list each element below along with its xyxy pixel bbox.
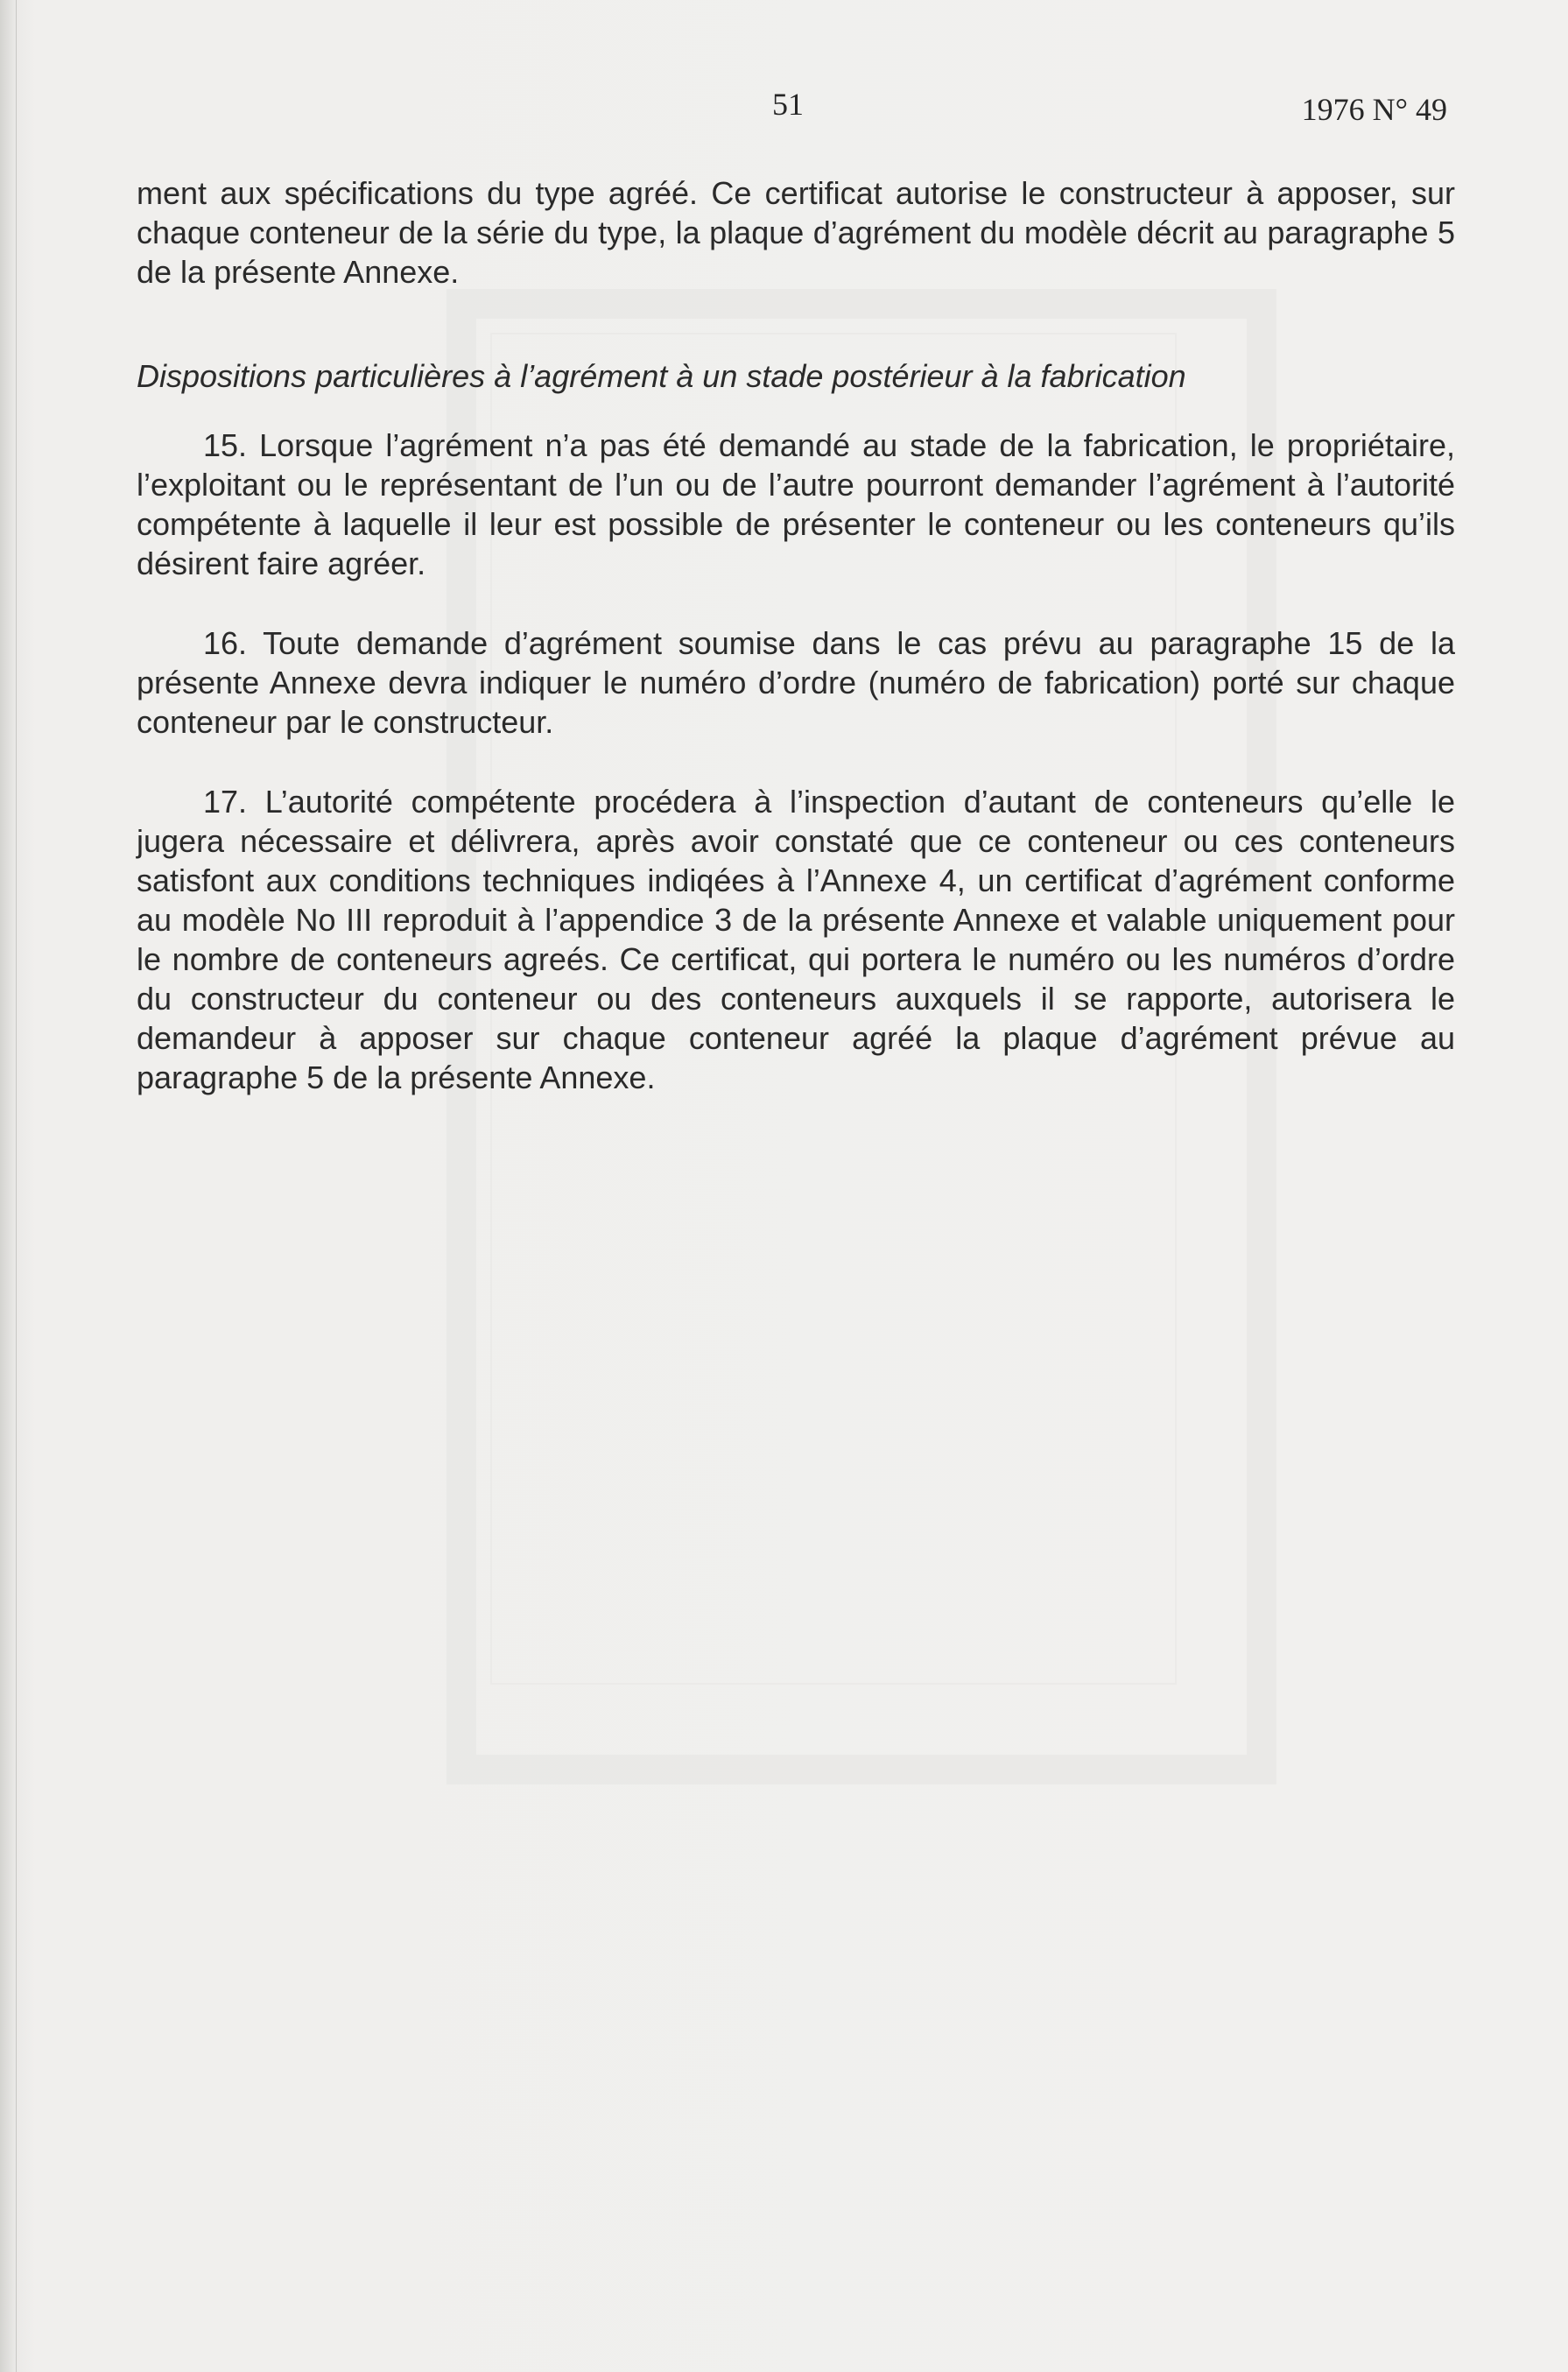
intro-paragraph: ment aux spécifications du type agréé. Ce certificat autorise le constructeur à apposer, sur chaque conteneur de la série du type, la plaque d’agrément du modèle décrit au paragraphe 5 de la présente Annexe.	[137, 175, 1455, 290]
section-heading: Dispositions particulières à l’agrément à un stade postérieur à la fabrication	[137, 358, 1186, 394]
paragraph-15: 15. Lorsque l’agrément n’a pas été demandé au stade de la fabrication, le propriétaire, l’exploitant ou le représentant de l’un ou de l’autre pourront demander l’agrément à l’autorité compétente à laquelle il leur est possible de présenter le conteneur ou les conteneurs qu’ils désirent faire agréer.	[137, 427, 1455, 581]
paragraph-16: 16. Toute demande d’agrément soumise dans le cas prévu au paragraphe 15 de la présente Annexe devra indiquer le numéro d’ordre (numéro de fabrication) porté sur chaque conteneur par le constructeur.	[137, 625, 1455, 740]
document-body	[137, 173, 1455, 1137]
page-header	[0, 86, 1568, 138]
binding-edge	[0, 0, 17, 2372]
year-and-number: 1976 N° 49	[1301, 92, 1447, 127]
paragraph-17: 17. L’autorité compétente procédera à l’inspection d’autant de conteneurs qu’elle le jugera nécessaire et délivrera, après avoir constaté que ce conteneur ou ces conteneurs satisfont aux conditions techniques indiqées à l’Annexe 4, un certificat d’agrément conforme au modèle No III reproduit à l’appendice 3 de la présente Annexe et valable uniquement pour le nombre de conteneurs agreés. Ce certificat, qui portera le numéro ou les numéros d’ordre du constructeur du conteneur ou des conteneurs auxquels il se rapporte, autorisera le demandeur à apposer sur chaque conteneur agréé la plaque d’agrément prévue au paragraphe 5 de la présente Annexe.	[137, 784, 1455, 1095]
page-number: 51	[772, 87, 804, 122]
